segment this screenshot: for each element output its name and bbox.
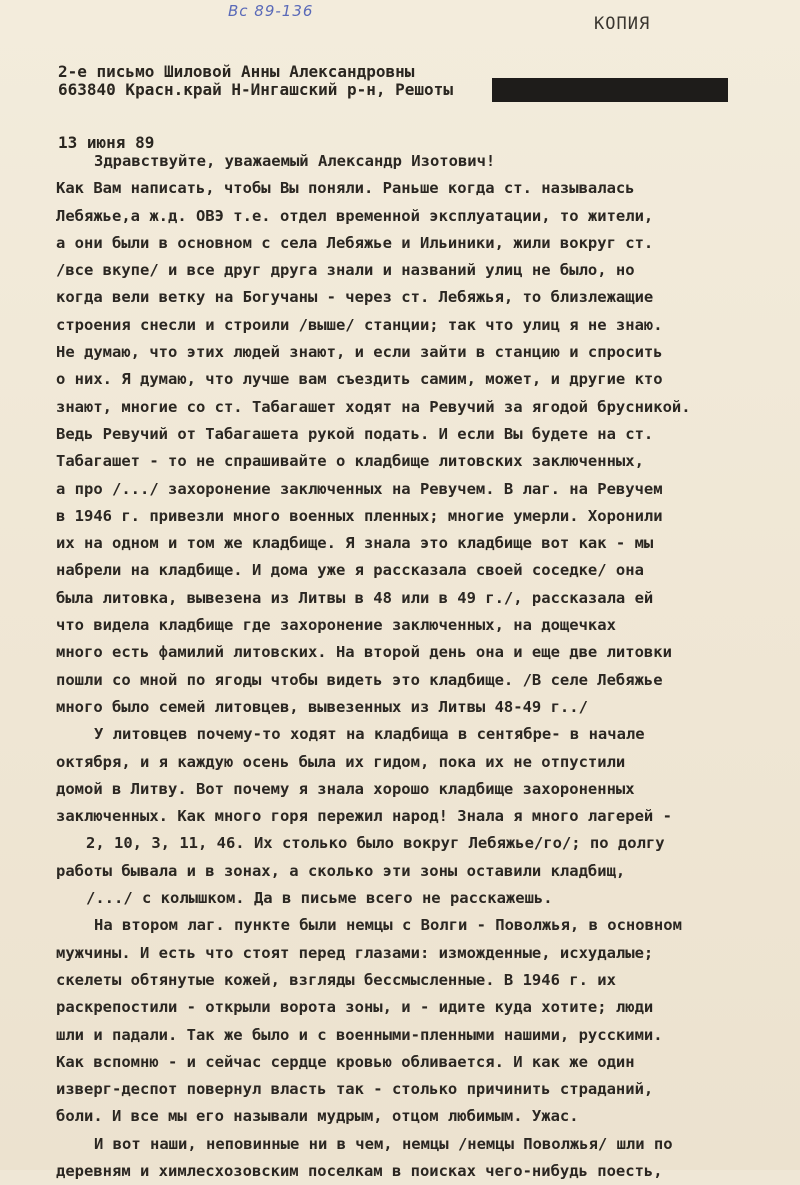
text-line: домой в Литву. Вот почему я знала хорошо кладбище захороненных xyxy=(56,779,635,798)
text-line: о них. Я думаю, что лучше вам съездить самим, может, и другие кто xyxy=(56,370,663,389)
text-line: что видела кладбище где захоронение заключенных, на дощечках xyxy=(56,616,616,635)
text-line: Как Вам написать, чтобы Вы поняли. Раньше когда ст. называлась xyxy=(56,179,635,198)
paragraph-start-line: И вот наши, неповинные ни в чем, немцы /немцы Поволжья/ шли по xyxy=(94,1134,673,1153)
text-line: заключенных. Как много горя пережил народ! Знала я много лагерей - xyxy=(56,807,672,826)
text-line: Табагашет - то не спрашивайте о кладбище литовских заключенных, xyxy=(56,452,644,471)
text-line: строения снесли и строили /выше/ станции; так что улиц я не знаю. xyxy=(56,315,663,334)
text-line: Лебяжье,а ж.д. ОВЭ т.е. отдел временной эксплуатации, то жители, xyxy=(56,206,654,225)
text-line: 2, 10, 3, 11, 46. Их столько было вокруг Лебяжье/го/; по долгу xyxy=(86,834,665,853)
text-line: мужчины. И есть что стоят перед глазами: изможденные, исхудалые; xyxy=(56,943,654,962)
greeting-line: Здравствуйте, уважаемый Александр Изотович! xyxy=(94,152,496,170)
text-line: боли. И все мы его называли мудрым, отцом любимым. Ужас. xyxy=(56,1107,579,1126)
text-line: много было семей литовцев, вывезенных из Литвы 48-49 г../ xyxy=(56,697,588,716)
text-line: раскрепостили - открыли ворота зоны, и - идите куда хотите; люди xyxy=(56,998,654,1017)
text-line: /.../ с колышком. Да в письме всего не расскажешь. xyxy=(86,889,553,908)
text-line: шли и падали. Так же было и с военными-пленными нашими, русскими. xyxy=(56,1025,663,1044)
text-line: октября, и я каждую осень была их гидом, пока их не отпустили xyxy=(56,752,626,771)
text-line: в 1946 г. привезли много военных пленных; многие умерли. Хоронили xyxy=(56,506,663,525)
text-line: а про /.../ захоронение заключенных на Ревучем. В лаг. на Ревучем xyxy=(56,479,663,498)
text-line: Не думаю, что этих людей знают, и если зайти в станцию и спросить xyxy=(56,343,663,362)
text-line: работы бывала и в зонах, а сколько эти зоны оставили кладбищ, xyxy=(56,861,626,880)
paragraph-start-line: У литовцев почему-то ходят на кладбища в сентябре- в начале xyxy=(94,725,645,744)
text-line: Ведь Ревучий от Табагашета рукой подать. И если Вы будете на ст. xyxy=(56,424,654,443)
archive-code: Вс 89-136 xyxy=(228,2,314,20)
text-line: деревням и химлесхозовским поселкам в поисках чего-нибудь поесть, xyxy=(56,1161,663,1180)
text-line: а они были в основном с села Лебяжье и Ильиники, жили вокруг ст. xyxy=(56,233,654,252)
text-line: много есть фамилий литовских. На второй день она и еще две литовки xyxy=(56,643,672,662)
redaction-bar xyxy=(492,78,728,102)
sender-address: 663840 Красн.край Н-Ингашский р-н, Решоты xyxy=(58,80,453,99)
text-line: Как вспомню - и сейчас сердце кровью обливается. И как же один xyxy=(56,1052,635,1071)
text-line: скелеты обтянутые кожей, взгляды бессмысленные. В 1946 г. их xyxy=(56,970,616,989)
text-line: когда вели ветку на Богучаны - через ст. Лебяжья, то близлежащие xyxy=(56,288,654,307)
paragraph-start-line: На втором лаг. пункте были немцы с Волги - Поволжья, в основном xyxy=(94,916,682,935)
text-line: была литовка, вывезена из Литвы в 48 или в 49 г./, рассказала ей xyxy=(56,588,654,607)
text-line: /все вкупе/ и все друг друга знали и названий улиц не было, но xyxy=(56,261,635,280)
text-line: изверг-деспот повернул власть так - столько причинить страданий, xyxy=(56,1080,654,1099)
letter-date: 13 июня 89 xyxy=(58,133,155,152)
letter-body xyxy=(56,148,796,1185)
text-line: их на одном и том же кладбище. Я знала это кладбище вот как - мы xyxy=(56,534,654,553)
text-line: набрели на кладбище. И дома уже я рассказала своей соседке/ она xyxy=(56,561,644,580)
letter-heading: 2-е письмо Шиловой Анны Александровны xyxy=(58,62,415,81)
copy-label: КОПИЯ xyxy=(594,14,651,34)
text-line: знают, многие со ст. Табагашет ходят на Ревучий за ягодой брусникой. xyxy=(56,397,691,416)
text-line: пошли со мной по ягоды чтобы видеть это кладбище. /В селе Лебяжье xyxy=(56,670,663,689)
